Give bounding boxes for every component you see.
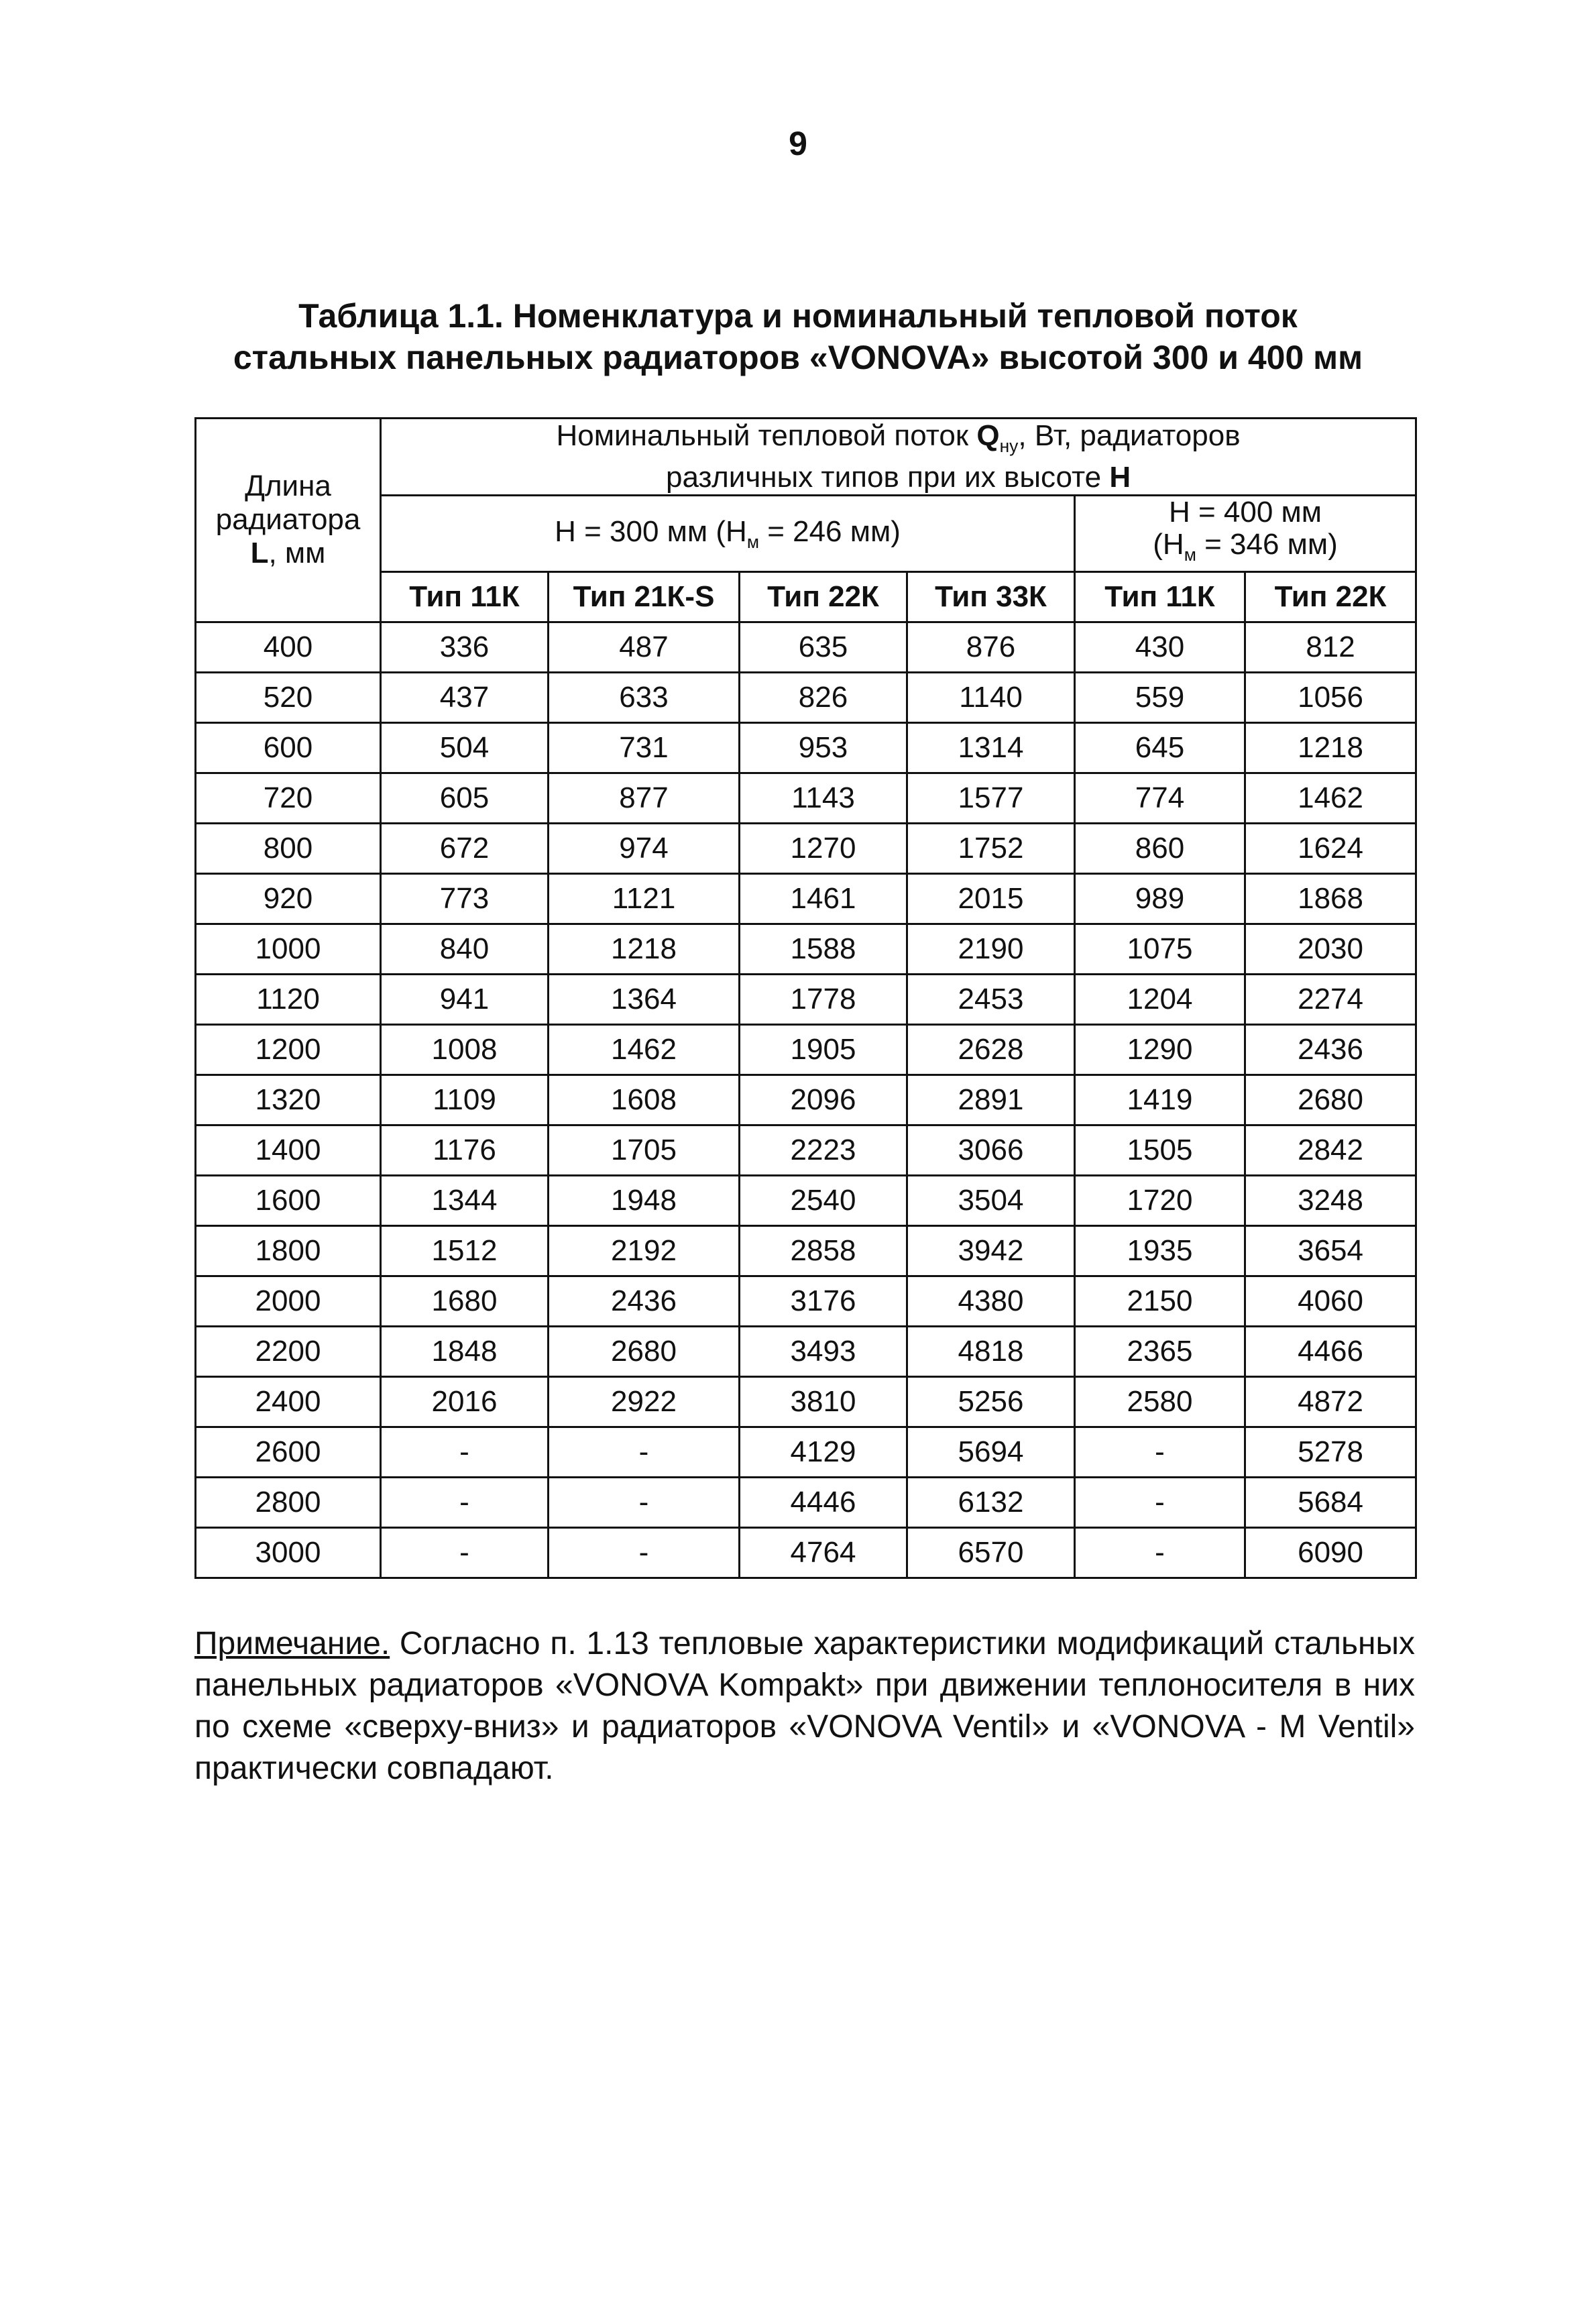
flux-cell: 1218 [549,924,740,974]
type-header-11k-400: Тип 11К [1075,571,1245,622]
flux-cell: 731 [549,722,740,773]
flux-cell: 2030 [1245,924,1416,974]
flux-cell: 1204 [1075,974,1245,1024]
h400-suffix: = 346 мм) [1196,528,1338,561]
flux-cell: 2150 [1075,1276,1245,1326]
flux-cell: 4764 [740,1527,907,1578]
flux-cell: 3493 [740,1326,907,1376]
length-cell: 2200 [196,1326,381,1376]
flux-cell: 860 [1075,823,1245,873]
flux-cell: 2680 [549,1326,740,1376]
length-cell: 1400 [196,1125,381,1175]
table-row [196,1376,1416,1427]
flux-cell: 2096 [740,1075,907,1125]
flux-cell: 3942 [907,1225,1075,1276]
flux-cell: 3176 [740,1276,907,1326]
note [194,1623,1415,1790]
flux-cell: - [1075,1427,1245,1477]
flux-cell: 773 [381,873,549,924]
flux-cell: 1680 [381,1276,549,1326]
flux-cell: 4380 [907,1276,1075,1326]
flux-cell: - [1075,1527,1245,1578]
flux-cell: 1218 [1245,722,1416,773]
flux-cell: 2922 [549,1376,740,1427]
flux-cell: 487 [549,622,740,672]
h300-suffix: = 246 мм) [758,514,901,548]
flux-cell: - [381,1427,549,1477]
flux-cell: 2842 [1245,1125,1416,1175]
length-cell: 520 [196,672,381,722]
flux-cell: 2365 [1075,1326,1245,1376]
length-cell: 3000 [196,1527,381,1578]
flux-cell: 1290 [1075,1024,1245,1075]
flux-cell: 1461 [740,873,907,924]
length-cell: 1200 [196,1024,381,1075]
note-paragraph [194,1623,1415,1790]
flux-cell: 1935 [1075,1225,1245,1276]
table-row [196,1225,1416,1276]
type-header-22k-300: Тип 22К [740,571,907,622]
flux-cell: 2015 [907,873,1075,924]
flux-cell: 605 [381,773,549,823]
height-300-header [381,496,1075,572]
flux-cell: 2680 [1245,1075,1416,1125]
length-cell: 1320 [196,1075,381,1125]
flux-cell: 2192 [549,1225,740,1276]
flux-cell: 1752 [907,823,1075,873]
table-row [196,1024,1416,1075]
length-header-line-2: радиатора [215,503,361,537]
flux-cell: 4872 [1245,1376,1416,1427]
flux-cell: 1720 [1075,1175,1245,1225]
note-label: Примечание. [194,1626,390,1661]
flux-group-header [381,419,1416,496]
flux-header-line-2-text: различных типов при их высоте [665,461,1110,494]
flux-cell: 430 [1075,622,1245,672]
flux-cell: 1344 [381,1175,549,1225]
flux-cell: 774 [1075,773,1245,823]
flux-cell: 2540 [740,1175,907,1225]
length-cell: 600 [196,722,381,773]
flux-cell: 974 [549,823,740,873]
length-cell: 1120 [196,974,381,1024]
height-400-header [1075,496,1416,572]
h400-prefix: (H [1153,528,1184,561]
flux-cell: 826 [740,672,907,722]
flux-cell: 3248 [1245,1175,1416,1225]
flux-cell: 1176 [381,1125,549,1175]
flux-cell: 2891 [907,1075,1075,1125]
flux-cell: 2223 [740,1125,907,1175]
table-row [196,823,1416,873]
flux-cell: - [549,1427,740,1477]
type-header-21k-s-300: Тип 21К-S [549,571,740,622]
flux-cell: - [381,1527,549,1578]
table-row [196,1427,1416,1477]
flux-cell: 2274 [1245,974,1416,1024]
h400-line-1: H = 400 мм [1169,496,1322,529]
type-header-22k-400: Тип 22К [1245,571,1416,622]
length-cell: 920 [196,873,381,924]
table-row [196,1477,1416,1527]
flux-cell: 1512 [381,1225,549,1276]
flux-cell: 1948 [549,1175,740,1225]
flux-cell: 1577 [907,773,1075,823]
flux-cell: 2190 [907,924,1075,974]
flux-cell: 1143 [740,773,907,823]
table-row [196,773,1416,823]
flux-header-line-2 [382,461,1415,494]
flux-cell: 2016 [381,1376,549,1427]
table-row [196,974,1416,1024]
table-row [196,1125,1416,1175]
length-cell: 2400 [196,1376,381,1427]
table-title-line-2: стальных панельных радиаторов «VONOVA» высотой 300 и 400 мм [233,339,1363,376]
flux-header-h-symbol: H [1109,461,1131,494]
table-title-line-1: Таблица 1.1. Номенклатура и номинальный тепловой поток [298,297,1298,335]
flux-cell: 6570 [907,1527,1075,1578]
flux-cell: 5278 [1245,1427,1416,1477]
flux-header-q: Q [976,419,1000,452]
table-row [196,924,1416,974]
length-cell: 1000 [196,924,381,974]
table-title [134,295,1462,378]
flux-cell: - [381,1477,549,1527]
h300-prefix: H = 300 мм (H [555,514,747,548]
flux-cell: 3504 [907,1175,1075,1225]
note-text: Согласно п. 1.13 тепловые характеристики модификаций стальных панельных радиаторов «VONOVA Kompakt» при движении теплоносителя в них по схеме «сверху-вниз» и радиаторов «VONOVA Ventil» и «VONOVA - M Ventil» практически совпадают. [194,1626,1415,1786]
flux-header-prefix: Номинальный тепловой поток [556,419,977,452]
flux-cell: 6090 [1245,1527,1416,1578]
table-row [196,1326,1416,1376]
flux-cell: 1705 [549,1125,740,1175]
flux-cell: 5684 [1245,1477,1416,1527]
flux-cell: - [549,1527,740,1578]
length-cell: 1600 [196,1175,381,1225]
table-row [196,1075,1416,1125]
flux-cell: 3066 [907,1125,1075,1175]
flux-cell: 635 [740,622,907,672]
length-cell: 2800 [196,1477,381,1527]
flux-cell: 1314 [907,722,1075,773]
flux-cell: 504 [381,722,549,773]
flux-cell: 1419 [1075,1075,1245,1125]
flux-cell: 4446 [740,1477,907,1527]
table-row [196,622,1416,672]
flux-cell: 4818 [907,1326,1075,1376]
flux-cell: 1848 [381,1326,549,1376]
flux-header-line-1 [382,420,1415,462]
flux-cell: 1505 [1075,1125,1245,1175]
flux-cell: 1624 [1245,823,1416,873]
flux-cell: 877 [549,773,740,823]
flux-header-suffix: , Вт, радиаторов [1018,419,1241,452]
length-cell: 1800 [196,1225,381,1276]
flux-cell: 3810 [740,1376,907,1427]
radiator-table [194,417,1417,1579]
flux-cell: 4129 [740,1427,907,1477]
flux-cell: 1778 [740,974,907,1024]
flux-cell: 672 [381,823,549,873]
flux-cell: 2580 [1075,1376,1245,1427]
table-row [196,672,1416,722]
flux-cell: 1868 [1245,873,1416,924]
length-cell: 2000 [196,1276,381,1326]
flux-cell: 437 [381,672,549,722]
type-header-11k-300: Тип 11К [381,571,549,622]
flux-cell: 2628 [907,1024,1075,1075]
flux-cell: 1075 [1075,924,1245,974]
flux-cell: 1008 [381,1024,549,1075]
length-cell: 800 [196,823,381,873]
flux-cell: 2436 [549,1276,740,1326]
flux-cell: - [549,1477,740,1527]
length-header-line-1: Длина [245,470,331,503]
length-symbol: L [250,537,269,570]
flux-cell: 941 [381,974,549,1024]
flux-cell: 336 [381,622,549,672]
flux-cell: 633 [549,672,740,722]
type-header-33k-300: Тип 33К [907,571,1075,622]
page-number: 9 [789,125,807,162]
flux-cell: 876 [907,622,1075,672]
flux-cell: 6132 [907,1477,1075,1527]
table-row [196,1175,1416,1225]
table-row [196,1527,1416,1578]
length-cell: 2600 [196,1427,381,1477]
table-row [196,722,1416,773]
flux-cell: 5256 [907,1376,1075,1427]
flux-header-q-sub: ну [999,435,1019,456]
flux-cell: 840 [381,924,549,974]
length-header-line-3 [196,537,380,570]
table-row [196,873,1416,924]
flux-cell: 2858 [740,1225,907,1276]
table-row [196,1276,1416,1326]
flux-cell: 1270 [740,823,907,873]
flux-cell: 5694 [907,1427,1075,1477]
h400-sub: м [1184,544,1196,565]
flux-cell: 4466 [1245,1326,1416,1376]
flux-cell: 1462 [1245,773,1416,823]
flux-cell: 1056 [1245,672,1416,722]
flux-cell: 1905 [740,1024,907,1075]
flux-cell: 812 [1245,622,1416,672]
h400-line-2 [1076,529,1415,571]
flux-cell: 1140 [907,672,1075,722]
length-cell: 400 [196,622,381,672]
flux-cell: 3654 [1245,1225,1416,1276]
flux-cell: 953 [740,722,907,773]
flux-cell: 1121 [549,873,740,924]
length-cell: 720 [196,773,381,823]
length-unit: , мм [268,537,326,570]
flux-cell: 1364 [549,974,740,1024]
flux-cell: 2453 [907,974,1075,1024]
flux-cell: 4060 [1245,1276,1416,1326]
flux-cell: 1588 [740,924,907,974]
flux-cell: 559 [1075,672,1245,722]
flux-cell: 1608 [549,1075,740,1125]
flux-cell: 1462 [549,1024,740,1075]
flux-cell: 645 [1075,722,1245,773]
length-column-header [196,419,381,622]
h300-sub: м [746,531,759,552]
flux-cell: 989 [1075,873,1245,924]
flux-cell: 1109 [381,1075,549,1125]
flux-cell: - [1075,1477,1245,1527]
table-body [196,622,1416,1578]
flux-cell: 2436 [1245,1024,1416,1075]
